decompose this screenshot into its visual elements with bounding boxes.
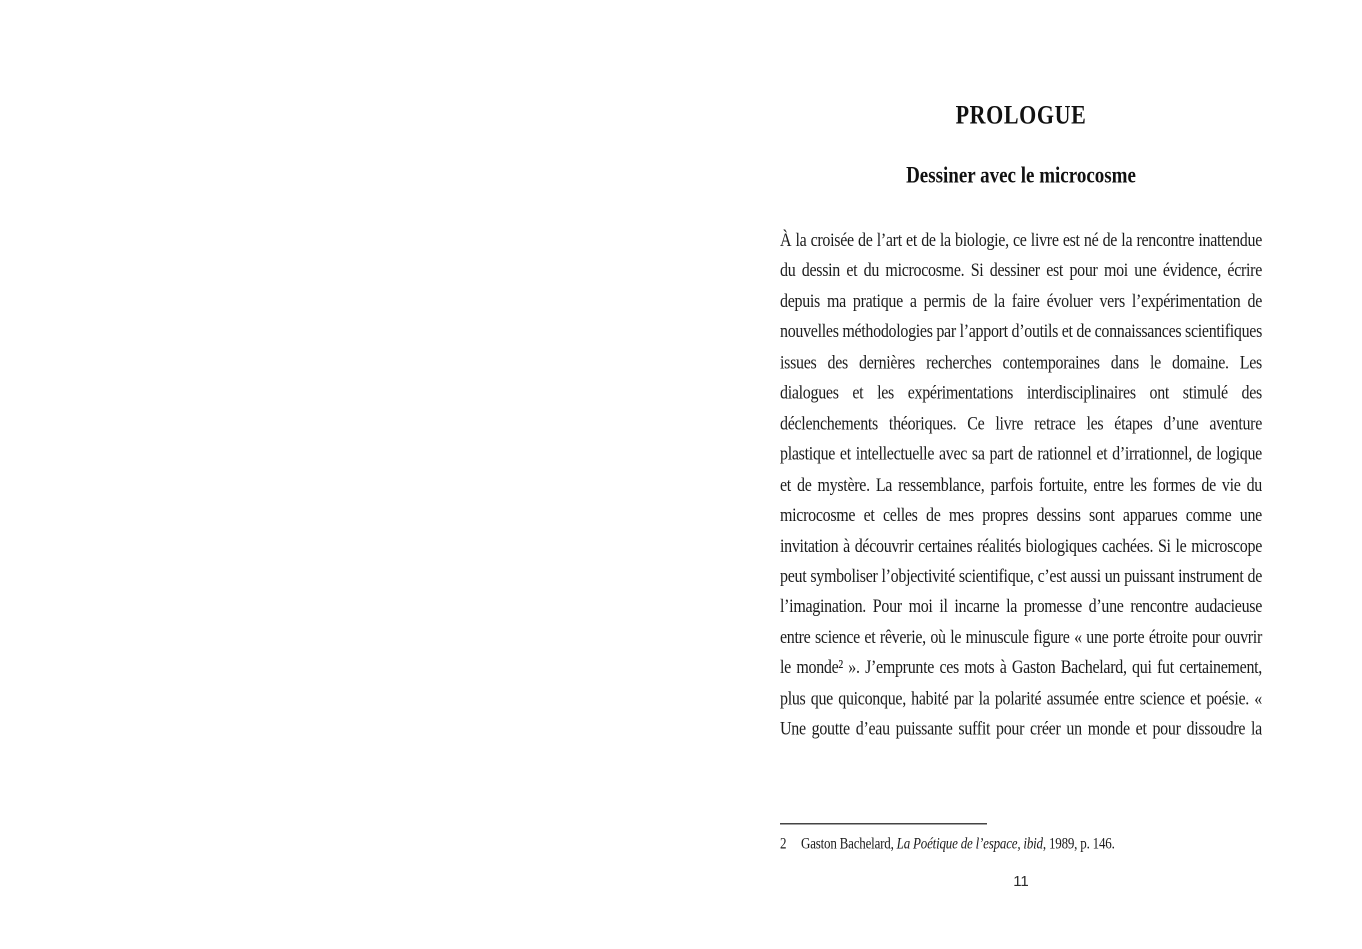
footnote-text-post: , 1989, p. 146. bbox=[1042, 834, 1115, 853]
footnote bbox=[780, 834, 1262, 853]
footnote-text-pre: Gaston Bachelard, bbox=[801, 834, 897, 853]
book-page-right bbox=[780, 0, 1262, 888]
body-paragraph: À la croisée de l’art et de la biologie, ce livre est né de la rencontre inattendue du dessin et du microcosme. Si dessiner est pour moi une évidence, écrire depuis ma pratique a permis de la faire évoluer vers l’expérimentation de nouvelles méthodologies par l’apport d’outils et de connaissances scientifiques issues des dernières recherches contemporaines dans le domaine. Les dialogues et les expérimentations interdisciplinaires ont stimulé des déclenchements théoriques. Ce livre retrace les étapes d’une aventure plastique et intellectuelle avec sa part de rationnel et d’irrationnel, de logique et de mystère. La ressemblance, parfois fortuite, entre les formes de vie du microcosme et celles de mes propres dessins sont apparues comme une invitation à découvrir certaines réalités biologiques cachées. Si le microscope peut symboliser l’objectivité scientifique, c’est aussi un puissant instrument de l’imagination. Pour moi il incarne la promesse d’une rencontre audacieuse entre science et rêverie, où le minuscule figure « une porte étroite pour ouvrir le monde² ». J’emprunte ces mots à Gaston Bachelard, qui fut certainement, plus que quiconque, habité par la polarité assumée entre science et poésie. « Une goutte d’eau puissante suffit pour créer un monde et pour dissoudre la bbox=[780, 230, 1262, 740]
footnote-text bbox=[780, 834, 1262, 853]
footnote-separator-rule bbox=[780, 823, 987, 824]
page-title: PROLOGUE bbox=[955, 99, 1087, 130]
footnote-number: 2 bbox=[780, 834, 787, 853]
chapter-subtitle: Dessiner avec le microcosme bbox=[906, 163, 1136, 189]
footnote-citation-title: La Poétique de l’espace, ibid bbox=[896, 834, 1043, 853]
page-number: 11 bbox=[1013, 873, 1029, 890]
